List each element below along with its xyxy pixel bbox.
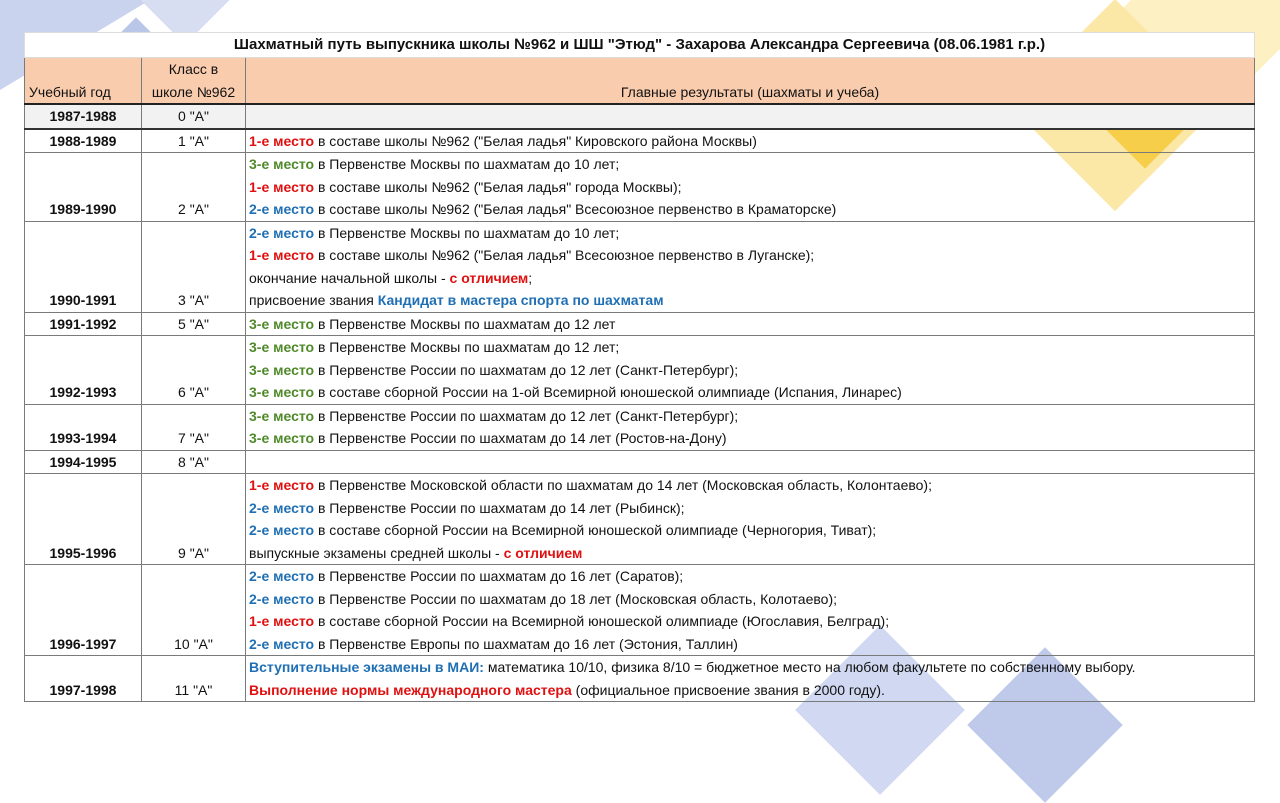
class-cell: 10 "А" [142, 565, 246, 656]
table-row [25, 474, 1255, 565]
result-text: выпускные экзамены средней школы - [249, 544, 504, 561]
results-cell [246, 312, 1255, 336]
result-text: (официальное присвоение звания в 2000 году). [575, 681, 885, 698]
result-line [249, 198, 1250, 221]
table-row [25, 656, 1255, 702]
header-results: Главные результаты (шахматы и учеба) [246, 58, 1255, 105]
result-line [249, 336, 1250, 359]
result-line [249, 519, 1250, 542]
result-text: в Первенстве Московской области по шахматам до 14 лет (Московская область, Колонтаево); [317, 477, 932, 493]
table-row [25, 565, 1255, 656]
result-highlight: 1-е место [249, 178, 315, 195]
year-cell: 1988-1989 [25, 129, 142, 153]
result-line [249, 656, 1250, 679]
results-cell [246, 656, 1255, 702]
year-cell: 1994-1995 [25, 450, 142, 474]
year-cell: 1996-1997 [25, 565, 142, 656]
result-line [249, 610, 1250, 633]
table-row [25, 153, 1255, 222]
table-row [25, 312, 1255, 336]
result-line [249, 588, 1250, 611]
result-text: в составе школы №962 ("Белая ладья" Кировского района Москвы) [317, 132, 757, 149]
result-text: в Первенстве России по шахматам до 14 лет (Рыбинск); [317, 499, 685, 516]
class-cell: 5 "А" [142, 312, 246, 336]
result-line [249, 474, 1250, 497]
result-highlight: 1-е место [249, 613, 315, 629]
result-line [249, 542, 1250, 565]
results-cell [246, 336, 1255, 405]
result-text: в составе школы №962 ("Белая ладья" города Москвы); [317, 178, 682, 195]
results-cell [246, 565, 1255, 656]
result-line [249, 633, 1250, 656]
result-highlight: 3-е место [249, 361, 315, 378]
result-highlight: 2-е место [249, 522, 315, 538]
result-highlight: 3-е место [249, 339, 315, 355]
year-cell: 1997-1998 [25, 656, 142, 702]
class-cell: 2 "А" [142, 153, 246, 222]
result-text: в Первенстве Москвы по шахматам до 10 лет; [317, 224, 620, 241]
result-highlight: 3-е место [249, 384, 315, 400]
result-highlight: 3-е место [249, 407, 315, 424]
year-cell: 1992-1993 [25, 336, 142, 405]
results-table [24, 32, 1255, 702]
table-title: Шахматный путь выпускника школы №962 и ШШ "Этюд" - Захарова Александра Сергеевича (08.06.1981 г.р.) [25, 33, 1255, 58]
result-highlight: 1-е место [249, 132, 315, 149]
result-line [249, 176, 1250, 199]
results-cell [246, 153, 1255, 222]
result-text: в Первенстве России по шахматам до 16 лет (Саратов); [317, 568, 684, 584]
result-line [249, 130, 1250, 153]
result-line [249, 405, 1250, 428]
header-class-line1: Класс в [168, 61, 219, 77]
result-line [249, 244, 1250, 267]
result-line [249, 153, 1250, 176]
table-row [25, 104, 1255, 129]
class-cell: 1 "А" [142, 129, 246, 153]
result-highlight: 2-е место [249, 590, 315, 607]
header-class-line2: школе №962 [151, 83, 236, 100]
result-highlight: Вступительные экзамены в МАИ: [249, 659, 484, 675]
result-text: окончание начальной школы - [249, 269, 450, 286]
result-highlight: 2-е место [249, 224, 315, 241]
result-highlight: 1-е место [249, 477, 315, 493]
result-text: в составе школы №962 ("Белая ладья" Всесоюзное первенство в Луганске); [317, 247, 815, 263]
results-table-container [24, 32, 1255, 702]
result-highlight: с отличием [449, 269, 529, 286]
result-text: в Первенстве России по шахматам до 14 лет (Ростов-на-Дону) [317, 430, 727, 446]
class-cell: 9 "А" [142, 474, 246, 565]
year-cell: 1990-1991 [25, 221, 142, 312]
result-text: присвоение звания [249, 292, 378, 308]
header-year: Учебный год [25, 58, 142, 105]
result-text: в составе сборной России на Всемирной юношеской олимпиаде (Югославия, Белград); [317, 613, 890, 629]
header-class [142, 58, 246, 105]
result-text: в Первенстве России по шахматам до 12 лет (Санкт-Петербург); [317, 407, 739, 424]
result-text: в Первенстве России по шахматам до 12 лет (Санкт-Петербург); [317, 361, 739, 378]
result-highlight: 2-е место [249, 635, 315, 652]
results-cell [246, 474, 1255, 565]
year-cell: 1991-1992 [25, 312, 142, 336]
results-cell [246, 129, 1255, 153]
result-line [249, 427, 1250, 450]
results-cell [246, 404, 1255, 450]
result-highlight: Кандидат в мастера спорта по шахматам [377, 292, 664, 308]
result-highlight: 2-е место [249, 568, 315, 584]
table-row [25, 450, 1255, 474]
year-cell: 1987-1988 [25, 104, 142, 129]
result-line [249, 267, 1250, 290]
result-text: в составе сборной России на Всемирной юношеской олимпиаде (Черногория, Тиват); [317, 522, 877, 538]
result-line [249, 679, 1250, 702]
table-row [25, 336, 1255, 405]
year-cell: 1993-1994 [25, 404, 142, 450]
result-line [249, 565, 1250, 588]
result-line [249, 359, 1250, 382]
table-row [25, 129, 1255, 153]
class-cell: 11 "А" [142, 656, 246, 702]
table-row [25, 404, 1255, 450]
results-cell [246, 104, 1255, 129]
result-highlight: 1-е место [249, 247, 315, 263]
class-cell: 0 "А" [142, 104, 246, 129]
result-line [249, 381, 1250, 404]
result-highlight: с отличием [503, 544, 583, 561]
result-text: в Первенстве Москвы по шахматам до 10 лет; [317, 156, 620, 172]
result-text: в Первенстве Москвы по шахматам до 12 лет; [317, 339, 620, 355]
result-highlight: 3-е место [249, 430, 315, 446]
results-cell [246, 450, 1255, 474]
result-highlight: 2-е место [249, 499, 315, 516]
class-cell: 3 "А" [142, 221, 246, 312]
result-line [249, 289, 1250, 312]
result-line [249, 497, 1250, 520]
result-text: в Первенстве Москвы по шахматам до 12 лет [317, 315, 616, 332]
class-cell: 8 "А" [142, 450, 246, 474]
result-text: в Первенстве Европы по шахматам до 16 лет (Эстония, Таллин) [317, 635, 738, 652]
result-line [249, 313, 1250, 336]
results-cell [246, 221, 1255, 312]
year-cell: 1989-1990 [25, 153, 142, 222]
table-row [25, 221, 1255, 312]
result-text: ; [528, 269, 533, 286]
year-cell: 1995-1996 [25, 474, 142, 565]
class-cell: 6 "А" [142, 336, 246, 405]
result-highlight: 3-е место [249, 315, 315, 332]
result-text: в составе школы №962 ("Белая ладья" Всесоюзное первенство в Краматорске) [317, 201, 837, 217]
result-text: в составе сборной России на 1-ой Всемирной юношеской олимпиаде (Испания, Линарес) [317, 384, 902, 400]
class-cell: 7 "А" [142, 404, 246, 450]
result-text: в Первенстве России по шахматам до 18 лет (Московская область, Колотаево); [317, 590, 837, 607]
result-line [249, 222, 1250, 245]
result-highlight: Выполнение нормы международного мастера [249, 681, 572, 698]
result-text: математика 10/10, физика 8/10 = бюджетное место на любом факультете по собственному выбору. [487, 659, 1136, 675]
result-highlight: 3-е место [249, 156, 315, 172]
result-highlight: 2-е место [249, 201, 315, 217]
